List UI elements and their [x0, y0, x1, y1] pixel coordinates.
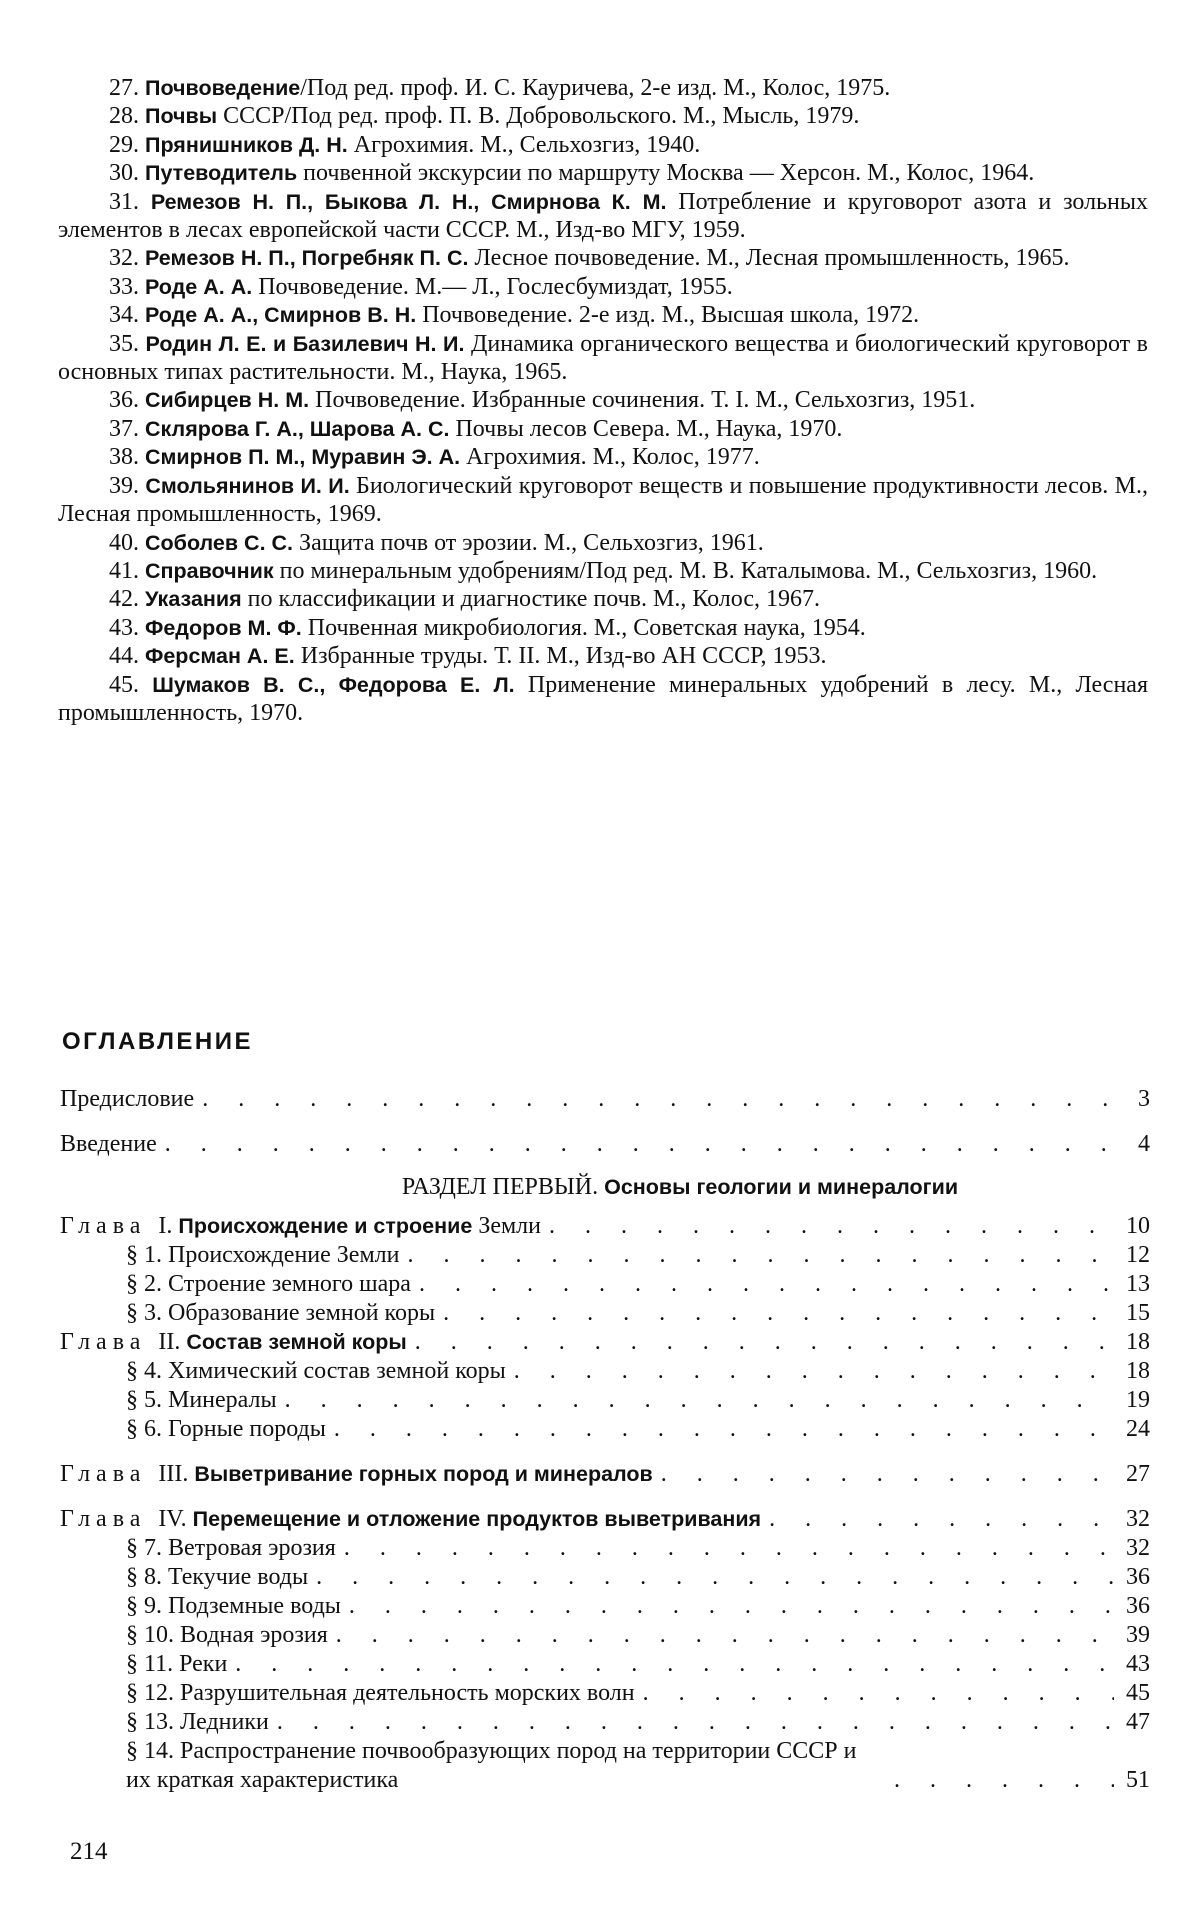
chapter-keyword: Глава: [60, 1213, 147, 1239]
page-number: 214: [70, 1838, 108, 1865]
toc-section[interactable]: [60, 1299, 1150, 1328]
toc-page-number: 51: [1126, 1767, 1150, 1793]
dot-leader: [643, 1679, 1114, 1708]
dot-leader: [235, 1650, 1114, 1679]
toc-section-label: § 11. Реки: [126, 1651, 228, 1677]
toc-section[interactable]: [60, 1534, 1150, 1563]
reference-item: 32. Ремезов Н. П., Погребняк П. С. Лесное почвоведение. М., Лесная промышленность, 1965.: [109, 245, 1070, 272]
toc-page-number: 19: [1126, 1387, 1150, 1413]
toc-chapter-3[interactable]: [60, 1460, 1150, 1489]
toc-section-label: § 14. Распространение почвообразующих пород на территории СССР и их краткая характеристика: [126, 1738, 857, 1793]
toc-chapter-4[interactable]: [60, 1505, 1150, 1534]
dot-leader: [443, 1299, 1114, 1328]
reference-item: 35. Родин Л. Е. и Базилевич Н. И. Динамика органического вещества и биологический круговорот в основных типах растительности. М., Наука, 1965.: [58, 330, 1149, 386]
reference-item: 29. Прянишников Д. Н. Агрохимия. М., Сельхозгиз, 1940.: [109, 131, 701, 158]
table-of-contents: [60, 1085, 1150, 1795]
toc-section-label: § 6. Горные породы: [126, 1416, 326, 1442]
toc-section[interactable]: [60, 1592, 1150, 1621]
toc-section[interactable]: [60, 1679, 1150, 1708]
toc-section[interactable]: [60, 1241, 1150, 1270]
toc-entry-preface[interactable]: [60, 1085, 1150, 1114]
bibliography: [58, 74, 1148, 727]
reference-item: 28. Почвы СССР/Под ред. проф. П. В. Добровольского. М., Мысль, 1979.: [109, 103, 860, 130]
toc-section[interactable]: [60, 1708, 1150, 1737]
toc-page-number: 3: [1138, 1086, 1150, 1112]
chapter-number: I.: [158, 1213, 173, 1239]
toc-page-number: 36: [1126, 1593, 1150, 1619]
toc-page-number: 13: [1126, 1271, 1150, 1297]
chapter-title: Выветривание горных пород и минералов: [194, 1462, 653, 1486]
toc-section-label: § 3. Образование земной коры: [126, 1300, 436, 1326]
dot-leader: [165, 1130, 1114, 1159]
dot-leader: [316, 1563, 1114, 1592]
toc-entry-label: Введение: [60, 1131, 157, 1157]
toc-section[interactable]: [60, 1563, 1150, 1592]
toc-page-number: 15: [1126, 1300, 1150, 1326]
toc-page-number: 18: [1126, 1329, 1150, 1355]
part-title: Основы геологии и минералогии: [604, 1175, 959, 1199]
reference-item: 31. Ремезов Н. П., Быкова Л. Н., Смирнова К. М. Потребление и круговорот азота и зольных элементов в лесах европейской части СССР. М., Изд-во МГУ, 1959.: [58, 188, 1148, 244]
dot-leader: [769, 1505, 1114, 1534]
toc-page-number: 39: [1126, 1622, 1150, 1648]
reference-item: 39. Смольянинов И. И. Биологический круговорот веществ и повышение продуктивности лесов. М., Лесная промышленность, 1969.: [58, 472, 1148, 528]
toc-section[interactable]: [60, 1621, 1150, 1650]
toc-page-number: 24: [1126, 1416, 1150, 1442]
reference-item: 37. Склярова Г. А., Шарова А. С. Почвы лесов Севера. М., Наука, 1970.: [109, 415, 843, 442]
reference-item: 38. Смирнов П. М., Муравин Э. А. Агрохимия. М., Колос, 1977.: [109, 444, 760, 471]
toc-section[interactable]: [60, 1415, 1150, 1444]
toc-section-label: § 12. Разрушительная деятельность морских волн: [126, 1680, 635, 1706]
dot-leader: [344, 1534, 1114, 1563]
reference-item: 43. Федоров М. Ф. Почвенная микробиология. М., Советская наука, 1954.: [109, 614, 866, 641]
toc-section-label: § 13. Ледники: [126, 1709, 269, 1735]
dot-leader: [419, 1270, 1114, 1299]
toc-entry-label: Предисловие: [60, 1086, 195, 1112]
part-prefix: РАЗДЕЛ ПЕРВЫЙ.: [401, 1174, 599, 1200]
toc-section[interactable]: [60, 1737, 1150, 1795]
chapter-title-tail: Земли: [472, 1213, 541, 1239]
toc-title: ОГЛАВЛЕНИЕ: [62, 1028, 254, 1055]
toc-section[interactable]: [60, 1270, 1150, 1299]
toc-section-label: § 2. Строение земного шара: [126, 1271, 411, 1297]
reference-item: 34. Роде А. А., Смирнов В. Н. Почвоведение. 2-е изд. М., Высшая школа, 1972.: [109, 302, 920, 329]
reference-item: 45. Шумаков В. С., Федорова Е. Л. Применение минеральных удобрений в лесу. М., Лесная промышленность, 1970.: [58, 671, 1148, 726]
toc-chapter-1[interactable]: [60, 1212, 1150, 1241]
chapter-title: Происхождение и строение: [178, 1214, 473, 1238]
toc-section-label: § 4. Химический состав земной коры: [126, 1358, 506, 1384]
toc-section-label: § 7. Ветровая эрозия: [126, 1535, 336, 1561]
dot-leader: [277, 1708, 1114, 1737]
chapter-number: IV.: [158, 1506, 187, 1532]
reference-item: 30. Путеводитель почвенной экскурсии по маршруту Москва — Херсон. М., Колос, 1964.: [109, 160, 1035, 187]
toc-page-number: 45: [1126, 1680, 1150, 1706]
chapter-title: Состав земной коры: [186, 1330, 407, 1354]
chapter-number: II.: [158, 1329, 181, 1355]
reference-item: 44. Ферсман А. Е. Избранные труды. Т. II. М., Изд-во АН СССР, 1953.: [109, 643, 827, 670]
toc-section-label: § 10. Водная эрозия: [126, 1622, 328, 1648]
toc-page-number: 47: [1126, 1709, 1150, 1735]
dot-leader: [349, 1592, 1114, 1621]
chapter-keyword: Глава: [60, 1329, 147, 1355]
toc-section[interactable]: [60, 1650, 1150, 1679]
toc-entry-intro[interactable]: [60, 1130, 1150, 1159]
toc-page-number: 32: [1126, 1506, 1150, 1532]
chapter-title: Перемещение и отложение продуктов выветривания: [192, 1507, 762, 1531]
reference-item: 41. Справочник по минеральным удобрениям/Под ред. М. В. Каталымова. М., Сельхозгиз, 1960.: [109, 557, 1098, 584]
dot-leader: [661, 1460, 1114, 1489]
toc-section-label: § 9. Подземные воды: [126, 1593, 341, 1619]
reference-item: 42. Указания по классификации и диагностике почв. М., Колос, 1967.: [109, 586, 821, 613]
toc-section[interactable]: [60, 1357, 1150, 1386]
toc-page-number: 10: [1126, 1213, 1150, 1239]
toc-page-number: 4: [1138, 1131, 1150, 1157]
dot-leader: [336, 1621, 1114, 1650]
dot-leader: [514, 1357, 1114, 1386]
toc-chapter-2[interactable]: [60, 1328, 1150, 1357]
dot-leader: [549, 1212, 1114, 1241]
reference-item: 33. Роде А. А. Почвоведение. М.— Л., Гослесбумиздат, 1955.: [109, 273, 733, 300]
dot-leader: [285, 1386, 1114, 1415]
chapter-keyword: Глава: [60, 1506, 147, 1532]
reference-item: 36. Сибирцев Н. М. Почвоведение. Избранные сочинения. Т. I. М., Сельхозгиз, 1951.: [109, 387, 976, 414]
toc-page-number: 43: [1126, 1651, 1150, 1677]
dot-leader: [202, 1085, 1114, 1114]
toc-section-label: § 1. Происхождение Земли: [126, 1242, 400, 1268]
toc-section[interactable]: [60, 1386, 1150, 1415]
reference-item: 40. Соболев С. С. Защита почв от эрозии. М., Сельхозгиз, 1961.: [109, 529, 764, 556]
toc-part-heading: [60, 1173, 1150, 1202]
toc-page-number: 36: [1126, 1564, 1150, 1590]
toc-page-number: 18: [1126, 1358, 1150, 1384]
toc-page-number: 27: [1126, 1461, 1150, 1487]
chapter-number: III.: [158, 1461, 189, 1487]
toc-page-number: 12: [1126, 1242, 1150, 1268]
toc-page-number: 32: [1126, 1535, 1150, 1561]
chapter-keyword: Глава: [60, 1461, 147, 1487]
dot-leader: [334, 1415, 1114, 1444]
toc-section-label: § 5. Минералы: [126, 1387, 277, 1413]
dot-leader: [415, 1328, 1114, 1357]
toc-section-label: § 8. Текучие воды: [126, 1564, 309, 1590]
dot-leader: [407, 1241, 1114, 1270]
dot-leader: [894, 1766, 1114, 1795]
reference-item: 27. Почвоведение/Под ред. проф. И. С. Кауричева, 2-е изд. М., Колос, 1975.: [109, 75, 891, 101]
